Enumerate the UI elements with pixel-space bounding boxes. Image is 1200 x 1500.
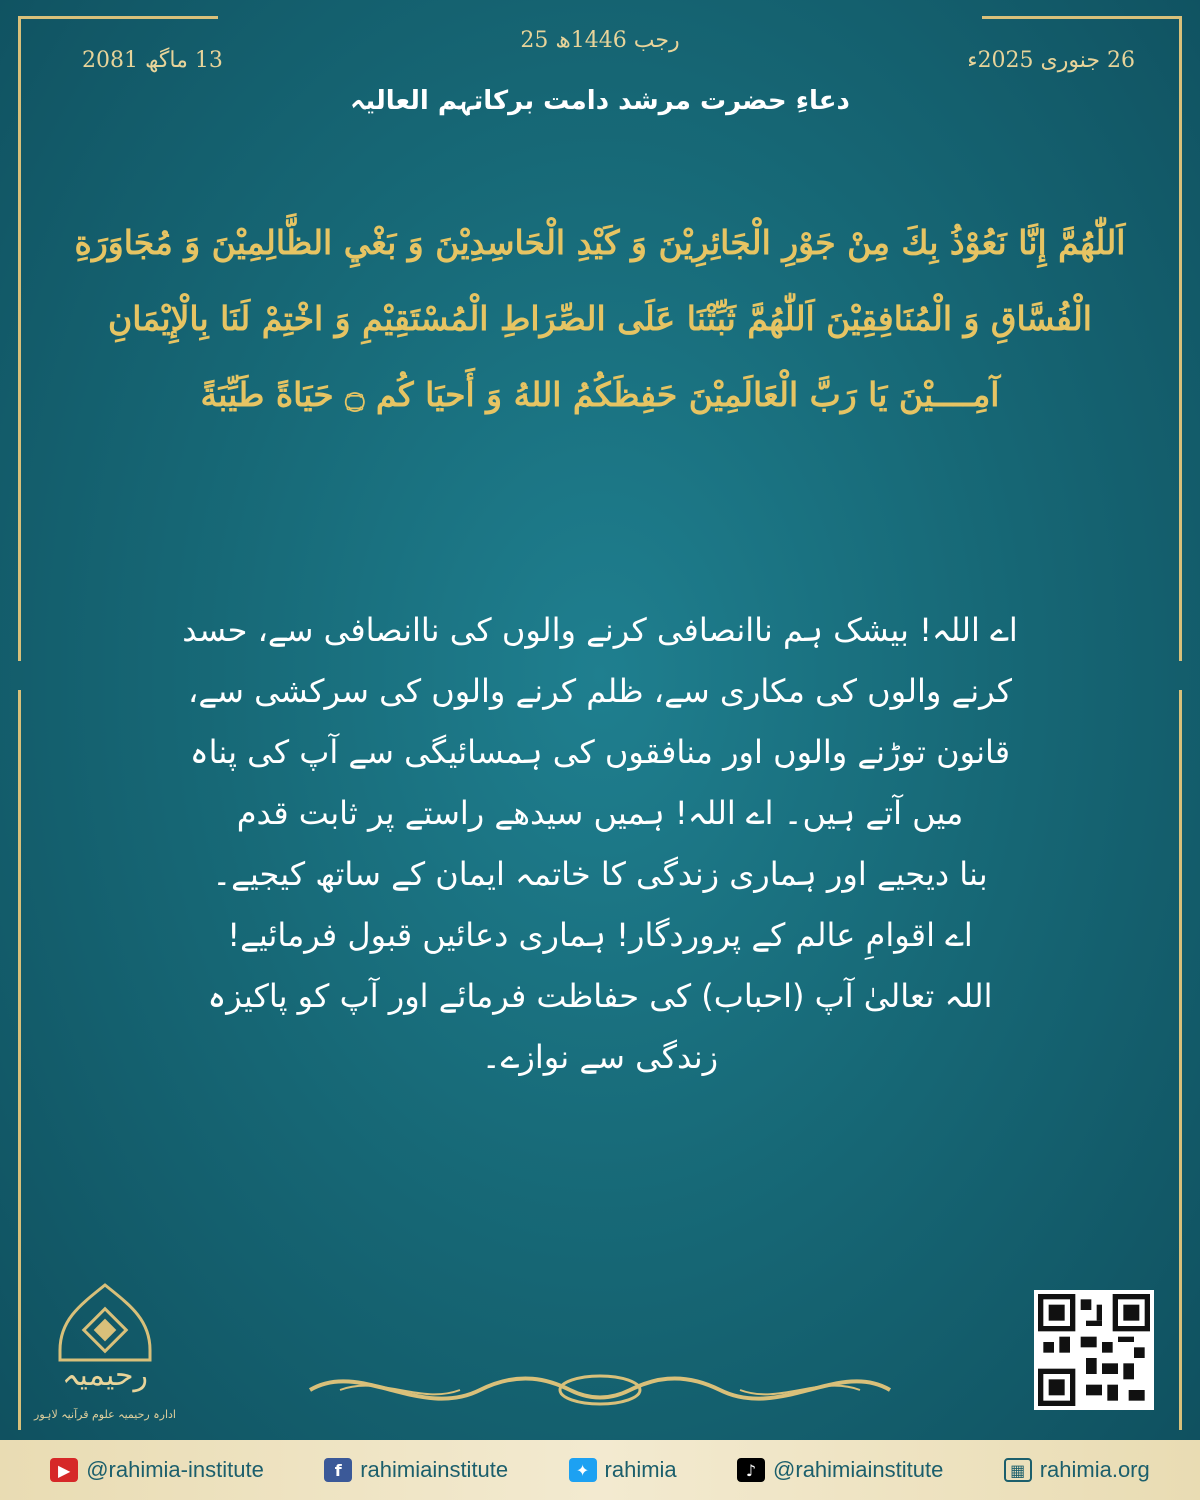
translation-line: اے اللہ! بیشک ہم ناانصافی کرنے والوں کی ناانصافی سے، حسد [182, 611, 1018, 649]
frame-right-lower-line [1179, 690, 1182, 1430]
gregorian-date: 26 جنوری 2025ء [967, 48, 1135, 73]
urdu-translation [160, 600, 1040, 1088]
qr-code-icon[interactable] [1034, 1290, 1154, 1410]
tiktok-link[interactable] [737, 1457, 943, 1483]
twitter-handle: rahimia [604, 1457, 677, 1482]
website-link[interactable] [1004, 1457, 1150, 1483]
social-footer [0, 1440, 1200, 1500]
frame-left-lower-line [18, 690, 21, 1430]
facebook-icon: f [324, 1458, 352, 1482]
website-url: rahimia.org [1039, 1457, 1150, 1482]
bikrami-date: 13 ماگھ 2081 [82, 48, 223, 73]
frame-top-left-line [18, 16, 218, 19]
facebook-handle: rahimiainstitute [360, 1457, 509, 1482]
tiktok-handle: @rahimiainstitute [773, 1457, 944, 1482]
institute-logo-name: رحیمیہ [61, 1358, 149, 1393]
translation-line: کرنے والوں کی مکاری سے، ظلم کرنے والوں کی سرکشی سے، [188, 672, 1012, 710]
twitter-icon: ✦ [569, 1458, 597, 1482]
tiktok-icon: ♪ [737, 1458, 765, 1482]
twitter-link[interactable] [569, 1457, 677, 1483]
page-title: دعاءِ حضرت مرشد دامت برکاتہم العالیہ [350, 86, 850, 116]
youtube-handle: @rahimia-institute [86, 1457, 264, 1482]
arabic-dua: اَللّٰهُمَّ إِنَّا نَعُوْذُ بِكَ مِنْ جَوْرِ الْجَائِرِيْنَ وَ كَيْدِ الْحَاسِدِيْنَ وَ بَغْيِ الظَّالِمِيْنَ وَ مُجَاوَرَةِ الْفُسَّاقِ وَ الْمُنَافِقِيْنَ اَللّٰهُمَّ ثَبِّتْنَا عَلَى الصِّرَاطِ الْمُسْتَقِيْمِ وَ اخْتِمْ لَنَا بِالْإِيْمَانِ آمِــــيْنَ يَا رَبَّ الْعَالَمِيْنَ حَفِظَكُمُ اللهُ وَ أَحيَا كُم ۝ حَيَاةً طَيِّبَةً [74, 223, 1126, 414]
translation-line: اللہ تعالیٰ آپ (احباب) کی حفاظت فرمائے اور آپ کو پاکیزہ [207, 977, 993, 1015]
youtube-link[interactable] [50, 1457, 264, 1483]
translation-line: قانون توڑنے والوں اور منافقوں کی ہمسائیگی سے آپ کی پناہ [189, 733, 1011, 771]
youtube-icon: ▶ [50, 1458, 78, 1482]
translation-line: اے اقوامِ عالم کے پروردگار! ہماری دعائیں قبول فرمائیے! [227, 916, 973, 954]
translation-line: زندگی سے نوازے۔ [481, 1038, 719, 1076]
qr-small-icon: ▦ [1004, 1458, 1032, 1482]
translation-line: میں آتے ہیں۔ اے اللہ! ہمیں سیدھے راستے پر ثابت قدم [236, 794, 964, 832]
facebook-link[interactable] [324, 1457, 508, 1483]
decorative-flourish-icon [300, 1360, 900, 1420]
hijri-date: 25 رجب 1446ھ [520, 28, 680, 53]
institute-logo-caption: ادارہ رحیمیہ علوم قرآنیہ لاہور [34, 1408, 176, 1421]
frame-top-right-line [982, 16, 1182, 19]
translation-line: بنا دیجیے اور ہماری زندگی کا خاتمہ ایمان کے ساتھ کیجیے۔ [212, 855, 988, 893]
